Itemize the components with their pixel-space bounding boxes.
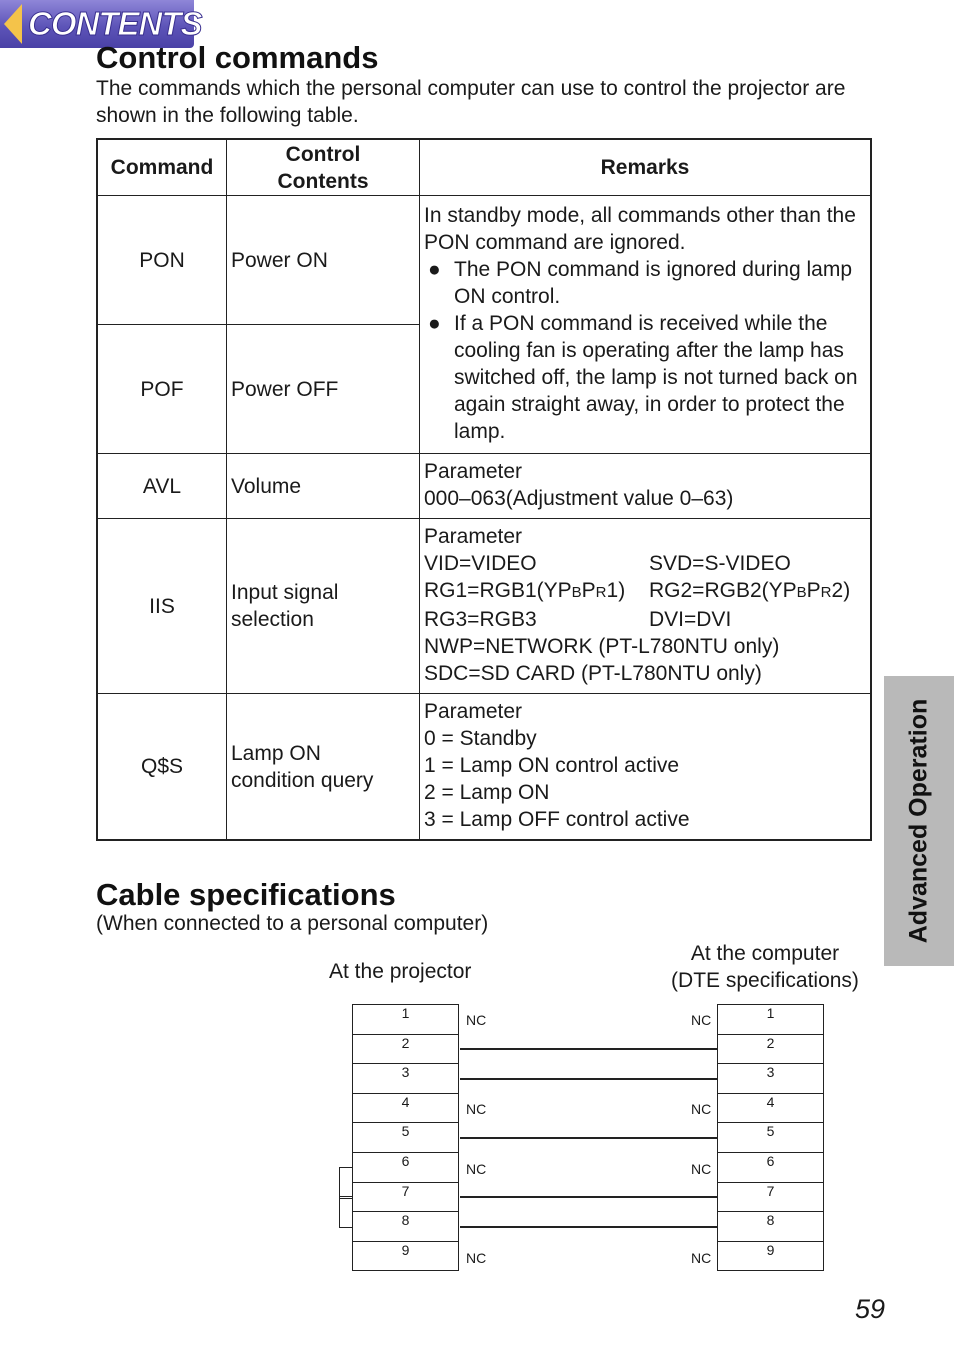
remarks-bullet xyxy=(424,310,866,445)
wire-line xyxy=(460,1137,717,1139)
remarks-bullet xyxy=(424,256,866,310)
remarks-line: 0 = Standby xyxy=(424,727,537,750)
pin-cell: 3 xyxy=(353,1064,459,1094)
remarks-avl xyxy=(420,454,872,519)
param-dvi: DVI=DVI xyxy=(649,608,732,631)
param-rg3: RG3=RGB3 xyxy=(424,608,537,631)
control-commands-title: Control commands xyxy=(96,40,379,75)
section-side-tab xyxy=(884,676,954,966)
pin-cell: 2 xyxy=(718,1034,824,1064)
wire-line xyxy=(460,1078,717,1080)
param-nwp: NWP=NETWORK (PT-L780NTU only) xyxy=(424,635,780,658)
ctl-qss xyxy=(227,694,420,841)
pin-cell: 7 xyxy=(718,1182,824,1212)
cable-spec-title: Cable specifications xyxy=(96,877,396,912)
pin-cell: 5 xyxy=(718,1123,824,1153)
pin-cell: 1 xyxy=(353,1005,459,1035)
wire-line xyxy=(460,1048,717,1050)
pin-cell: 8 xyxy=(718,1212,824,1242)
header-control-line2: Contents xyxy=(277,169,369,193)
param-svd: SVD=S-VIDEO xyxy=(649,552,791,575)
table-header-row xyxy=(97,139,871,196)
pin-cell: 1 xyxy=(718,1005,824,1035)
table-row xyxy=(97,454,871,519)
ctl-line: Lamp ON xyxy=(231,741,321,765)
nc-label: NC xyxy=(691,1161,712,1177)
nc-label: NC xyxy=(466,1101,487,1117)
header-control-contents xyxy=(227,139,420,196)
ctl-iis xyxy=(227,519,420,694)
pin-cell: 6 xyxy=(353,1152,459,1182)
ctl-line: Input signal xyxy=(231,581,339,604)
pin-cell: 4 xyxy=(718,1093,824,1123)
projector-pin-table xyxy=(352,1004,459,1271)
remarks-qss xyxy=(420,694,872,841)
remarks-iis xyxy=(420,519,872,694)
pin-cell: 3 xyxy=(718,1064,824,1094)
pin-cell: 4 xyxy=(353,1093,459,1123)
table-row xyxy=(97,519,871,694)
cmd-avl: AVL xyxy=(97,454,227,519)
pin-cell: 5 xyxy=(353,1123,459,1153)
jumper-line xyxy=(339,1196,353,1228)
pin-cell: 9 xyxy=(353,1241,459,1271)
param-vid: VID=VIDEO xyxy=(424,552,537,575)
nc-label: NC xyxy=(466,1012,487,1028)
page-number: 59 xyxy=(855,1294,886,1324)
pin-cell: 9 xyxy=(718,1241,824,1271)
control-commands-intro: The commands which the personal computer can use to control the projector are shown in the following table. xyxy=(96,77,846,127)
remarks-pon-pof xyxy=(420,196,872,454)
nc-label: NC xyxy=(466,1250,487,1266)
label-at-computer-line2: (DTE specifications) xyxy=(671,969,859,992)
nc-label: NC xyxy=(691,1012,712,1028)
ctl-pon: Power ON xyxy=(227,196,420,325)
control-commands-table xyxy=(96,138,872,841)
table-row xyxy=(97,196,871,325)
ctl-line: condition query xyxy=(231,768,374,792)
wire-line xyxy=(460,1226,717,1228)
nc-label: NC xyxy=(691,1250,712,1266)
bullet-icon: ● xyxy=(428,312,441,335)
ctl-avl: Volume xyxy=(227,454,420,519)
pin-cell: 7 xyxy=(353,1182,459,1212)
label-at-projector: At the projector xyxy=(329,960,472,983)
label-at-computer-line1: At the computer xyxy=(690,942,840,965)
nc-label: NC xyxy=(466,1161,487,1177)
bullet-text: If a PON command is received while the cooling fan is operating after the lamp has switched off, the lamp is not turned back on again straight away, in order to protect the lamp. xyxy=(454,312,858,443)
bullet-text: The PON command is ignored during lamp ON control. xyxy=(454,258,853,308)
header-command: Command xyxy=(97,139,227,196)
remarks-line: 3 = Lamp OFF control active xyxy=(424,808,690,831)
ctl-line: selection xyxy=(231,608,314,631)
remarks-line: Parameter xyxy=(424,460,523,483)
remarks-line: 000–063(Adjustment value 0–63) xyxy=(424,487,734,510)
contents-button-label: CONTENTS xyxy=(28,5,202,42)
param-rg2: RG2=RGB2(YPBPR2) xyxy=(649,579,851,602)
nc-label: NC xyxy=(691,1101,712,1117)
cmd-pon: PON xyxy=(97,196,227,325)
bullet-icon: ● xyxy=(428,258,441,281)
parameter-grid xyxy=(424,550,866,633)
param-rg1: RG1=RGB1(YPBPR1) xyxy=(424,579,626,602)
side-tab-label: Advanced Operation xyxy=(904,698,933,944)
jumper-line xyxy=(339,1167,353,1199)
remarks-line: Parameter xyxy=(424,525,523,548)
label-at-computer xyxy=(655,940,875,994)
remarks-line: 1 = Lamp ON control active xyxy=(424,754,680,777)
param-sdc: SDC=SD CARD (PT-L780NTU only) xyxy=(424,662,762,685)
cmd-qss: Q$S xyxy=(97,694,227,841)
wire-line xyxy=(460,1196,717,1198)
header-control-line1: Control xyxy=(285,142,361,166)
remarks-line: 2 = Lamp ON xyxy=(424,781,550,804)
computer-pin-table xyxy=(717,1004,824,1271)
header-remarks: Remarks xyxy=(420,139,872,196)
remarks-lead: In standby mode, all commands other than the PON command are ignored. xyxy=(424,204,856,254)
table-row xyxy=(97,694,871,841)
ctl-pof: Power OFF xyxy=(227,325,420,454)
pin-cell: 2 xyxy=(353,1034,459,1064)
cmd-pof: POF xyxy=(97,325,227,454)
pin-cell: 8 xyxy=(353,1212,459,1242)
pin-cell: 6 xyxy=(718,1152,824,1182)
remarks-line: Parameter xyxy=(424,700,523,723)
cmd-iis: IIS xyxy=(97,519,227,694)
cable-spec-subtitle: (When connected to a personal computer) xyxy=(96,912,489,935)
arrow-left-icon xyxy=(4,4,22,44)
